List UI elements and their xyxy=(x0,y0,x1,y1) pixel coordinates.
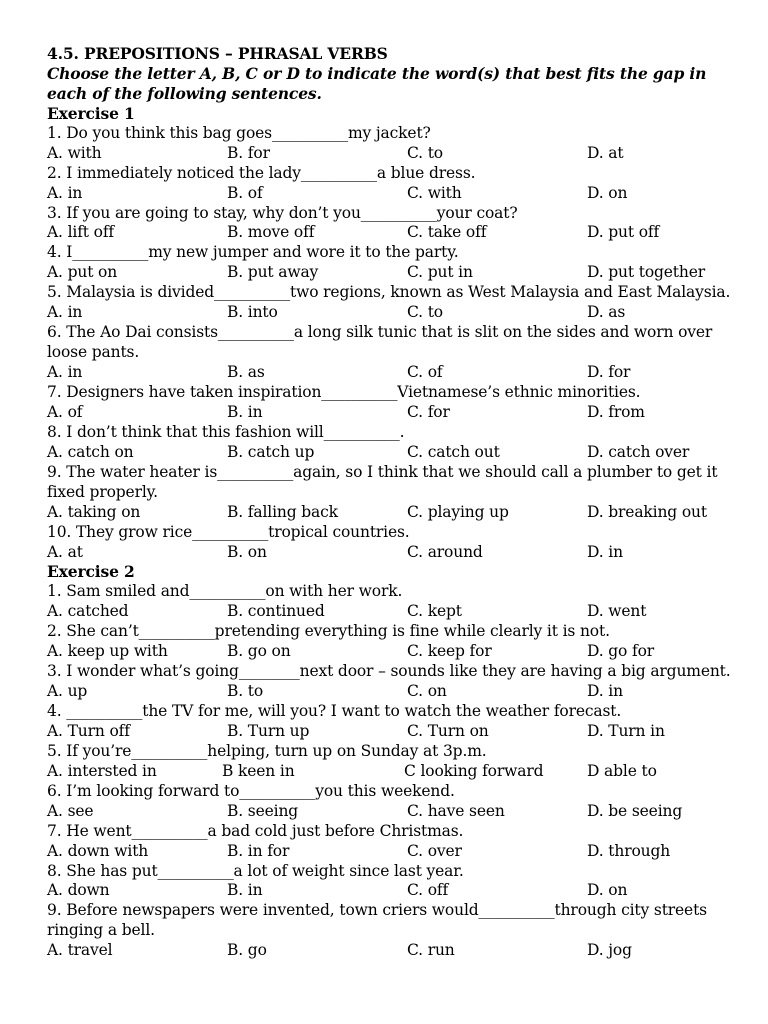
option-a: A. intersted in xyxy=(47,761,157,780)
option-b: B. of xyxy=(227,183,263,202)
answer-options xyxy=(47,642,737,662)
option-c: C. keep for xyxy=(407,642,492,661)
option-c: C. playing up xyxy=(407,502,509,521)
option-d: D. through xyxy=(587,841,671,860)
option-a: A. down with xyxy=(47,841,149,860)
option-d: D. go for xyxy=(587,642,655,661)
option-b: B. falling back xyxy=(227,502,338,521)
question-text: 8. I don’t think that this fashion will__________. xyxy=(47,422,405,441)
option-c: C. have seen xyxy=(407,801,505,820)
option-b: B keen in xyxy=(222,761,295,780)
question-text: 5. Malaysia is divided__________two regions, known as West Malaysia and East Malaysia. xyxy=(47,283,731,302)
answer-options xyxy=(47,443,737,463)
question-text: 2. I immediately noticed the lady__________a blue dress. xyxy=(47,163,476,182)
question-text: 1. Do you think this bag goes__________my jacket? xyxy=(47,123,431,142)
option-a: A. keep up with xyxy=(47,642,168,661)
option-d: D. in xyxy=(587,682,623,701)
answer-options xyxy=(47,842,737,862)
option-a: A. of xyxy=(47,402,83,421)
option-b: B. go on xyxy=(227,642,291,661)
question-text: 7. He went__________a bad cold just before Christmas. xyxy=(47,821,464,840)
option-b: B. continued xyxy=(227,602,325,621)
option-b: B. in xyxy=(227,881,263,900)
question-text: 5. If you’re__________helping, turn up on Sunday at 3p.m. xyxy=(47,741,487,760)
option-d: D. be seeing xyxy=(587,801,683,820)
option-b: B. go xyxy=(227,941,267,960)
worksheet-content xyxy=(47,44,737,961)
answer-options xyxy=(47,762,737,782)
answer-options xyxy=(47,802,737,822)
option-a: A. travel xyxy=(47,941,113,960)
option-c: C. off xyxy=(407,881,449,900)
option-d: D. for xyxy=(587,363,631,382)
option-c: C. on xyxy=(407,682,447,701)
answer-options xyxy=(47,941,737,961)
option-b: B. Turn up xyxy=(227,721,310,740)
question-text: 6. I’m looking forward to__________you this weekend. xyxy=(47,781,455,800)
answer-options xyxy=(47,722,737,742)
option-a: A. with xyxy=(47,143,102,162)
option-c: C. kept xyxy=(407,602,462,621)
answer-options xyxy=(47,543,737,563)
option-a: A. put on xyxy=(47,263,118,282)
option-d: D. catch over xyxy=(587,442,690,461)
option-c: C. for xyxy=(407,402,450,421)
option-b: B. catch up xyxy=(227,442,315,461)
question-text: 4. I__________my new jumper and wore it to the party. xyxy=(47,243,459,262)
question-text: 10. They grow rice__________tropical countries. xyxy=(47,522,410,541)
option-b: B. into xyxy=(227,303,278,322)
exercise-heading: Exercise 2 xyxy=(47,562,135,582)
option-a: A. down xyxy=(47,881,110,900)
answer-options xyxy=(47,503,737,523)
answer-options xyxy=(47,144,737,164)
option-d: D. in xyxy=(587,542,623,561)
answer-options xyxy=(47,602,737,622)
option-b: B. as xyxy=(227,363,265,382)
option-c: C. over xyxy=(407,841,462,860)
option-c: C. around xyxy=(407,542,483,561)
option-c: C. catch out xyxy=(407,442,500,461)
option-a: A. catched xyxy=(47,602,129,621)
answer-options xyxy=(47,881,737,901)
option-a: A. catch on xyxy=(47,442,134,461)
answer-options xyxy=(47,403,737,423)
question-text: 3. If you are going to stay, why don’t you__________your coat? xyxy=(47,203,518,222)
option-a: A. up xyxy=(47,682,88,701)
option-c: C. with xyxy=(407,183,462,202)
option-c: C. take off xyxy=(407,223,487,242)
question-text: 2. She can’t__________pretending everything is fine while clearly it is not. xyxy=(47,622,610,641)
option-a: A. in xyxy=(47,363,83,382)
option-d: D. Turn in xyxy=(587,721,665,740)
question-text: 8. She has put__________a lot of weight since last year. xyxy=(47,861,464,880)
question-text: 4. __________the TV for me, will you? I want to watch the weather forecast. xyxy=(47,702,622,721)
option-b: B. move off xyxy=(227,223,315,242)
page-title: 4.5. PREPOSITIONS – PHRASAL VERBS xyxy=(47,44,388,63)
option-c: C. of xyxy=(407,363,443,382)
answer-options xyxy=(47,184,737,204)
option-a: A. lift off xyxy=(47,223,115,242)
option-c: C. to xyxy=(407,143,443,162)
option-b: B. put away xyxy=(227,263,319,282)
instruction-text: Choose the letter A, B, C or D to indicate the word(s) that best fits the gap in each of the following sentences. xyxy=(47,63,707,103)
option-a: A. Turn off xyxy=(47,721,130,740)
option-a: A. taking on xyxy=(47,502,141,521)
option-d: D. from xyxy=(587,402,645,421)
option-d: D. went xyxy=(587,602,647,621)
answer-options xyxy=(47,363,737,383)
option-d: D. put off xyxy=(587,223,660,242)
option-c: C looking forward xyxy=(404,761,544,780)
option-d: D. jog xyxy=(587,941,632,960)
answer-options xyxy=(47,263,737,283)
question-text: 9. Before newspapers were invented, town criers would__________through city streets ringing a bell. xyxy=(47,901,707,940)
option-b: B. in for xyxy=(227,841,290,860)
answer-options xyxy=(47,223,737,243)
question-text: 9. The water heater is__________again, so I think that we should call a plumber to get it fixed properly. xyxy=(47,462,718,501)
option-d: D. on xyxy=(587,881,628,900)
option-d: D. as xyxy=(587,303,626,322)
option-a: A. in xyxy=(47,303,83,322)
option-a: A. in xyxy=(47,183,83,202)
option-b: B. to xyxy=(227,682,264,701)
option-c: C. Turn on xyxy=(407,721,489,740)
option-a: A. at xyxy=(47,542,83,561)
option-d: D. put together xyxy=(587,263,705,282)
exercise-heading: Exercise 1 xyxy=(47,103,135,123)
option-c: C. to xyxy=(407,303,443,322)
option-b: B. seeing xyxy=(227,801,299,820)
option-d: D. breaking out xyxy=(587,502,707,521)
question-text: 6. The Ao Dai consists__________a long silk tunic that is slit on the sides and worn over loose pants. xyxy=(47,323,713,362)
question-text: 1. Sam smiled and__________on with her work. xyxy=(47,582,403,601)
option-a: A. see xyxy=(47,801,94,820)
option-d: D able to xyxy=(587,761,657,780)
option-c: C. put in xyxy=(407,263,473,282)
option-d: D. on xyxy=(587,183,628,202)
option-c: C. run xyxy=(407,941,455,960)
answer-options xyxy=(47,303,737,323)
question-text: 7. Designers have taken inspiration__________Vietnamese’s ethnic minorities. xyxy=(47,383,641,401)
option-b: B. in xyxy=(227,402,263,421)
option-d: D. at xyxy=(587,143,624,162)
question-text: 3. I wonder what’s going________next door – sounds like they are having a big argument. xyxy=(47,662,731,681)
option-b: B. on xyxy=(227,542,267,561)
answer-options xyxy=(47,682,737,702)
option-b: B. for xyxy=(227,143,270,162)
